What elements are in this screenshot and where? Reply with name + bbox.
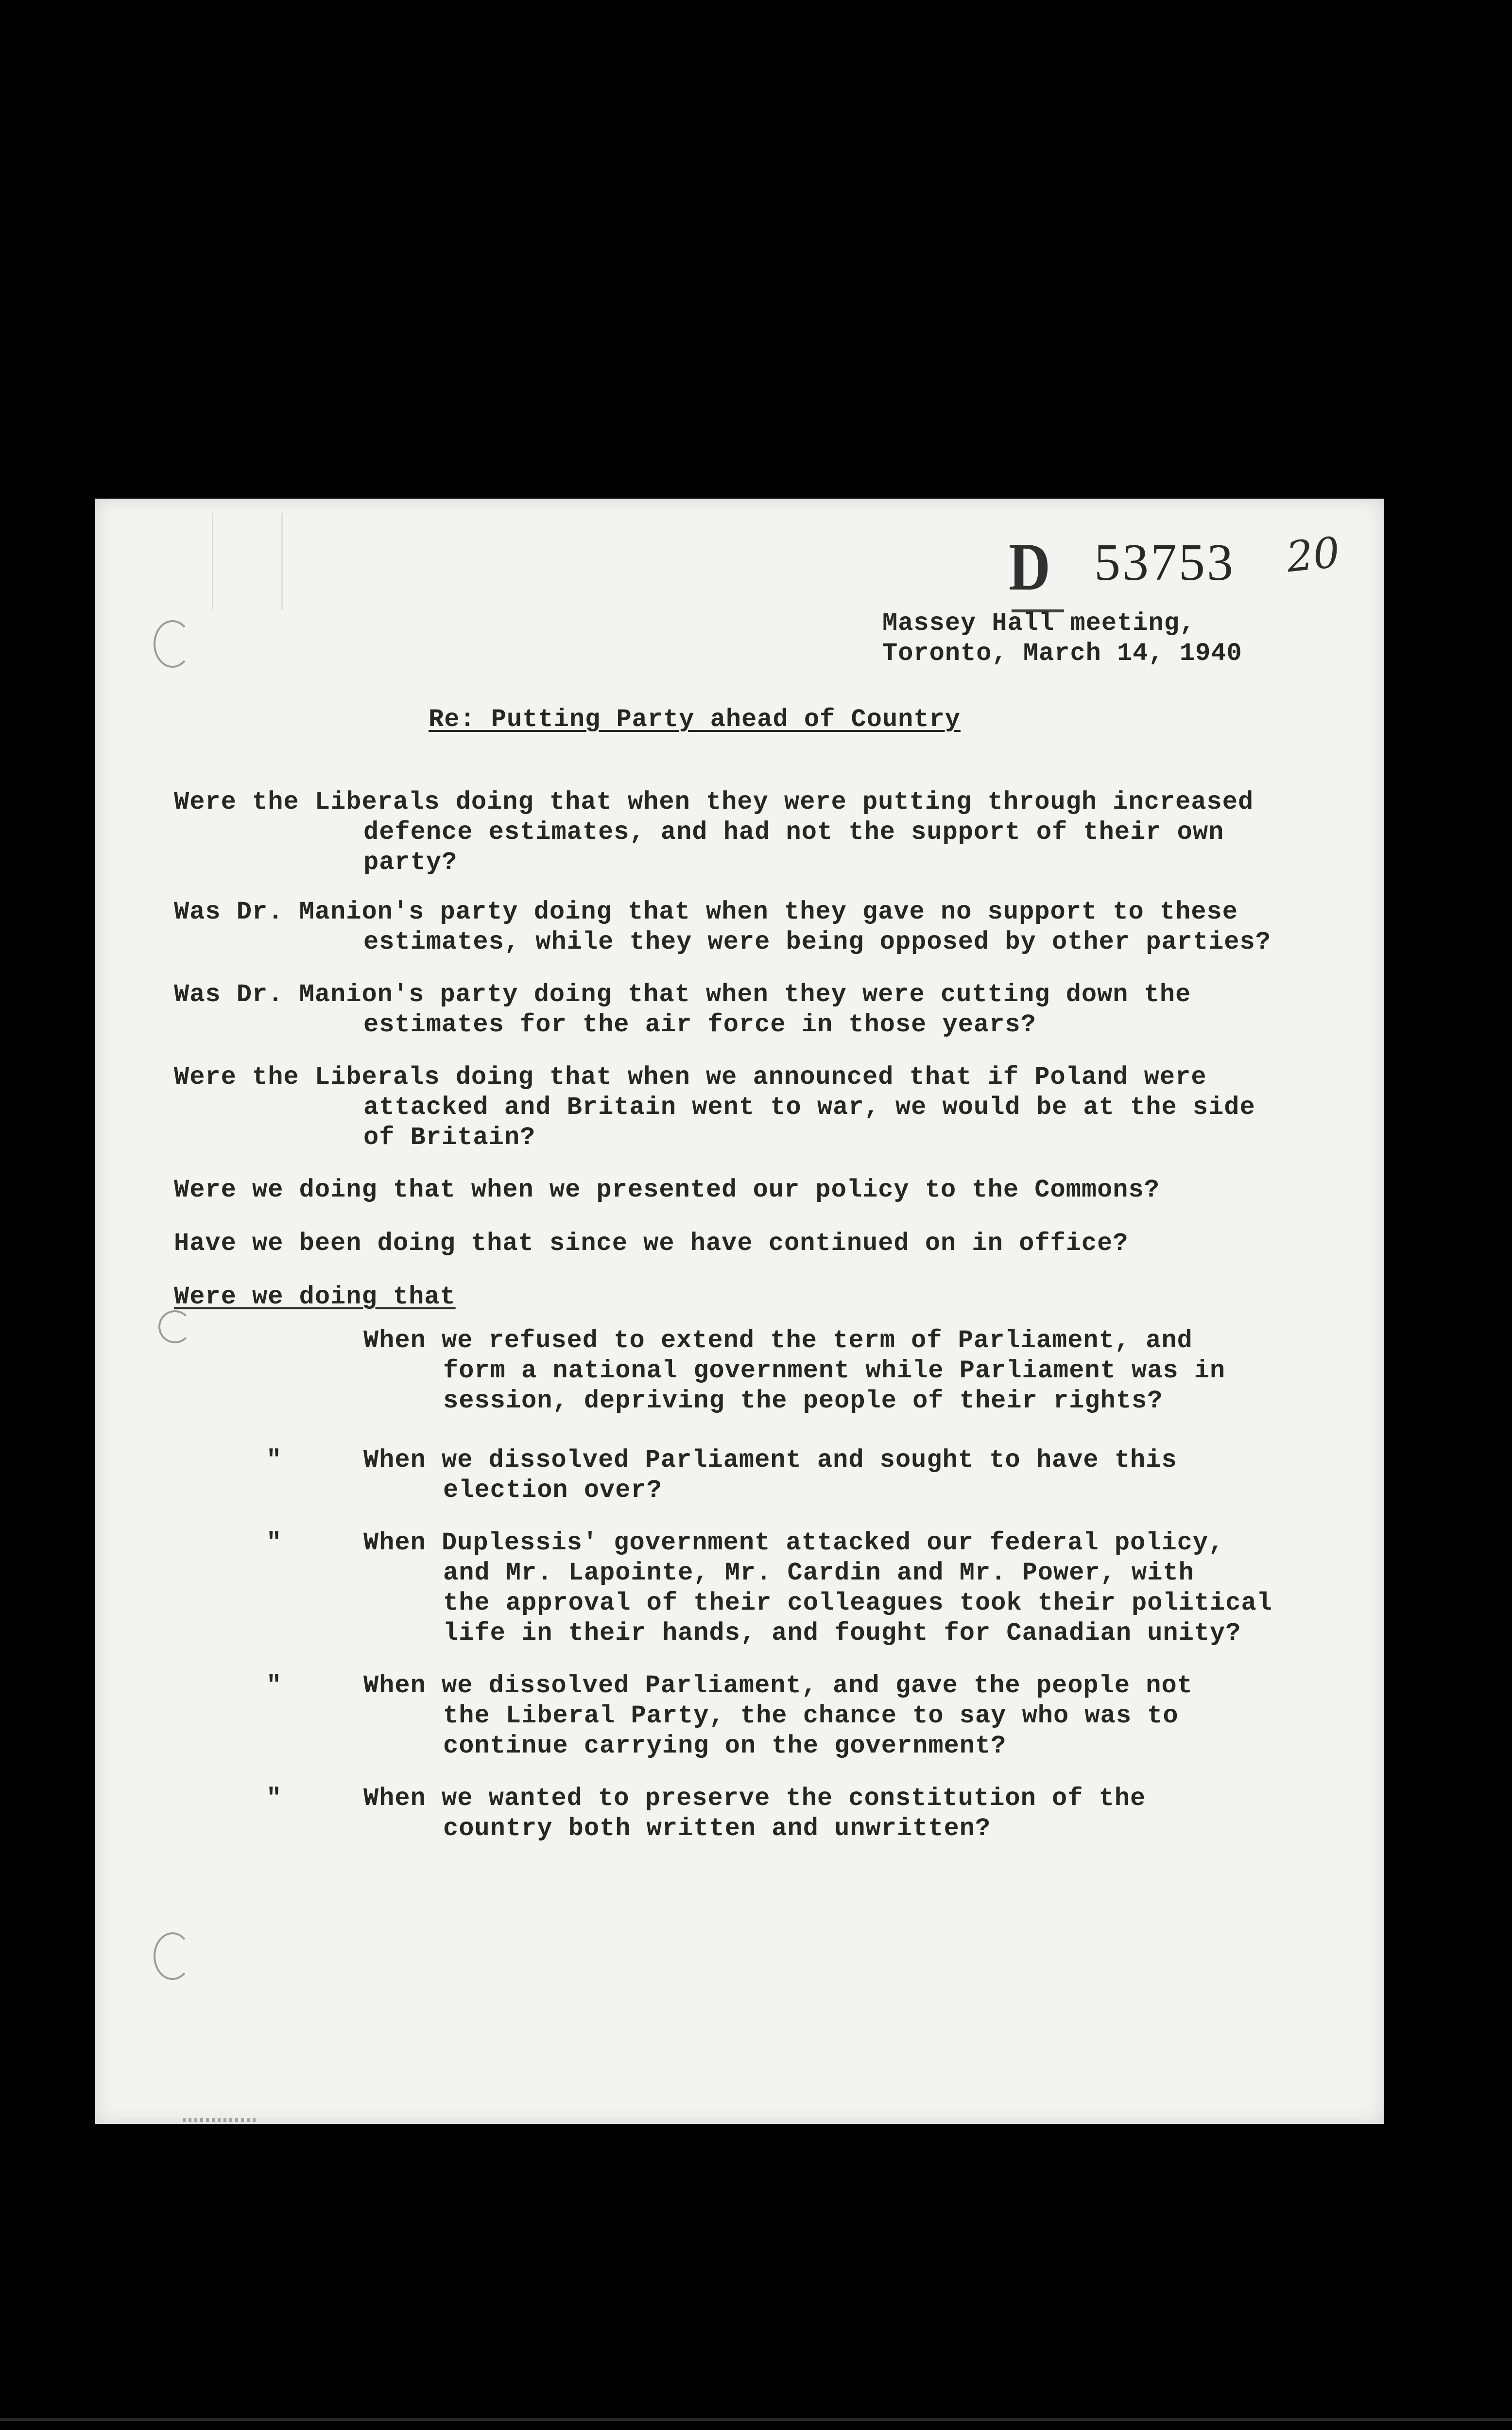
film-edge-strip — [0, 2418, 1512, 2421]
sub-question-3-line-3: the approval of their colleagues took their political — [443, 1589, 1272, 1617]
question-3-line-1: Was Dr. Manion's party doing that when they were cutting down the — [174, 980, 1191, 1009]
document-page — [95, 499, 1384, 2124]
sub-question-2-line-2: election over? — [443, 1476, 662, 1505]
sub-question-4-line-3: continue carrying on the government? — [443, 1732, 1007, 1760]
archive-stamp-letter: D — [1009, 529, 1050, 605]
question-6-line-1: Have we been doing that since we have continued on in office? — [174, 1229, 1129, 1258]
question-4-line-2: attacked and Britain went to war, we would be at the side — [363, 1093, 1255, 1122]
question-4-line-1: Were the Liberals doing that when we announced that if Poland were — [174, 1063, 1207, 1092]
punch-hole-bottom — [154, 1932, 191, 1980]
faint-paper-mark — [212, 513, 283, 610]
handwritten-page-mark: 20 — [1284, 528, 1342, 582]
sub-question-3-line-1: When Duplessis' government attacked our federal policy, — [363, 1528, 1224, 1557]
meeting-venue: Massey Hall meeting, — [882, 609, 1196, 638]
ditto-mark-5: " — [266, 1784, 282, 1813]
meeting-place-date: Toronto, March 14, 1940 — [882, 639, 1242, 668]
punch-hole-middle — [158, 1310, 191, 1343]
question-2-line-1: Was Dr. Manion's party doing that when they gave no support to these — [174, 898, 1238, 926]
sub-question-5-line-2: country both written and unwritten? — [443, 1814, 991, 1843]
ditto-mark-2: " — [266, 1446, 282, 1475]
question-1-line-2: defence estimates, and had not the support of their own — [363, 818, 1224, 847]
sub-question-1-line-3: session, depriving the people of their rights? — [443, 1387, 1163, 1415]
subheading: Were we doing that — [174, 1283, 456, 1311]
question-4-line-3: of Britain? — [363, 1123, 536, 1152]
ditto-mark-3: " — [266, 1528, 282, 1557]
punch-hole-top — [154, 620, 191, 668]
sub-question-4-line-1: When we dissolved Parliament, and gave the people not — [363, 1671, 1193, 1700]
question-1-line-1: Were the Liberals doing that when they were putting through increased — [174, 788, 1254, 816]
sub-question-2-line-1: When we dissolved Parliament and sought to have this — [363, 1446, 1177, 1475]
sub-question-3-line-2: and Mr. Lapointe, Mr. Cardin and Mr. Power, with — [443, 1559, 1194, 1587]
archive-stamp-number: 53753 — [1094, 534, 1235, 591]
question-3-line-2: estimates for the air force in those years? — [363, 1010, 1036, 1039]
sub-question-5-line-1: When we wanted to preserve the constitution of the — [363, 1784, 1146, 1813]
sub-question-3-line-4: life in their hands, and fought for Canadian unity? — [443, 1619, 1241, 1648]
ditto-mark-4: " — [266, 1671, 282, 1700]
sub-question-1-line-2: form a national government while Parliament was in — [443, 1356, 1226, 1385]
sub-question-4-line-2: the Liberal Party, the chance to say who was to — [443, 1701, 1179, 1730]
document-title: Re: Putting Party ahead of Country — [429, 705, 961, 734]
question-1-line-3: party? — [363, 848, 458, 877]
paper-bottom-edge-wear — [183, 2118, 256, 2122]
sub-question-1-line-1: When we refused to extend the term of Parliament, and — [363, 1326, 1193, 1355]
question-5-line-1: Were we doing that when we presented our policy to the Commons? — [174, 1176, 1160, 1204]
question-2-line-2: estimates, while they were being opposed by other parties? — [363, 928, 1271, 956]
